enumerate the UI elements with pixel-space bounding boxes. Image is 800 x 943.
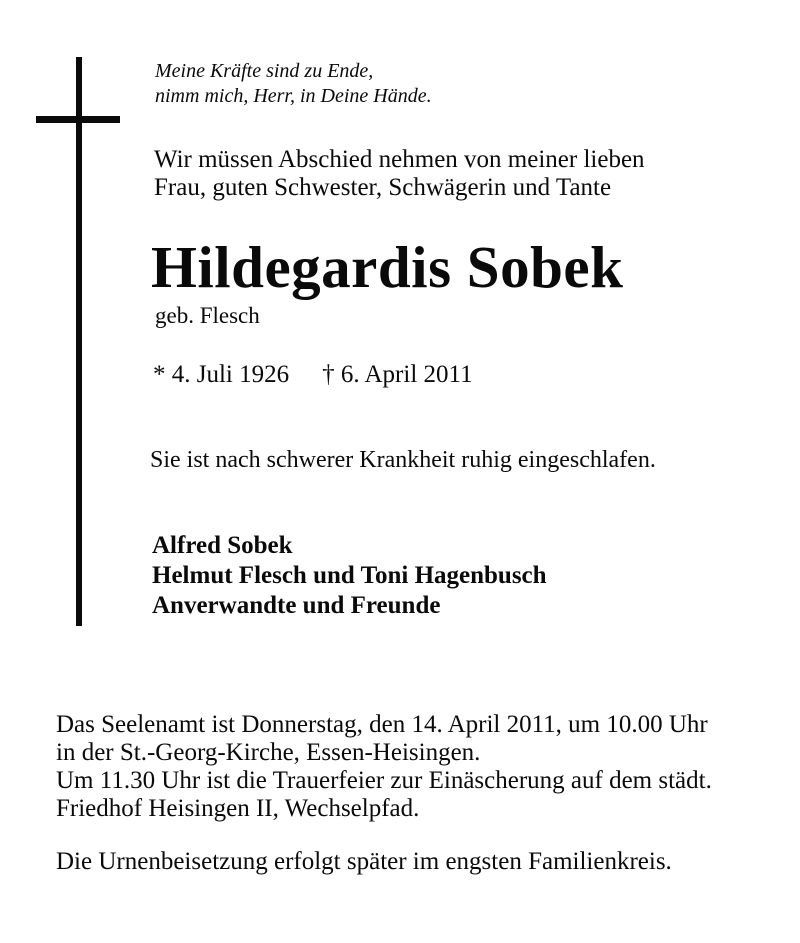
service-info-line: Um 11.30 Uhr ist die Trauerfeier zur Einäscherung auf dem städt. <box>56 767 712 794</box>
service-info-line: in der St.-Georg-Kirche, Essen-Heisingen. <box>56 739 481 766</box>
service-info-line: Das Seelenamt ist Donnerstag, den 14. April 2011, um 10.00 Uhr <box>56 711 708 738</box>
epigraph-line: nimm mich, Herr, in Deine Hände. <box>155 85 432 107</box>
deceased-name: Hildegardis Sobek <box>151 234 624 300</box>
death-date: † 6. April 2011 <box>322 361 473 388</box>
burial-note: Die Urnenbeisetzung erfolgt später im engsten Familienkreis. <box>56 848 672 875</box>
mourner-line: Helmut Flesch und Toni Hagenbusch <box>152 562 547 589</box>
passing-note: Sie ist nach schwerer Krankheit ruhig eingeschlafen. <box>150 447 656 473</box>
mourners-list <box>152 531 547 621</box>
maiden-name: geb. Flesch <box>155 303 260 328</box>
service-info-line: Friedhof Heisingen II, Wechselpfad. <box>56 795 420 822</box>
life-dates <box>153 361 473 389</box>
service-info <box>56 711 712 823</box>
cross-vertical-bar <box>76 57 82 626</box>
intro-line: Frau, guten Schwester, Schwägerin und Tante <box>154 174 612 201</box>
intro-line: Wir müssen Abschied nehmen von meiner lieben <box>154 146 645 173</box>
birth-date: * 4. Juli 1926 <box>153 361 290 388</box>
mourner-line: Alfred Sobek <box>152 532 293 559</box>
mourner-line: Anverwandte und Freunde <box>152 592 441 619</box>
cross-horizontal-bar <box>36 116 120 123</box>
epigraph <box>155 59 432 109</box>
epigraph-line: Meine Kräfte sind zu Ende, <box>155 60 374 82</box>
intro-text <box>154 146 645 202</box>
